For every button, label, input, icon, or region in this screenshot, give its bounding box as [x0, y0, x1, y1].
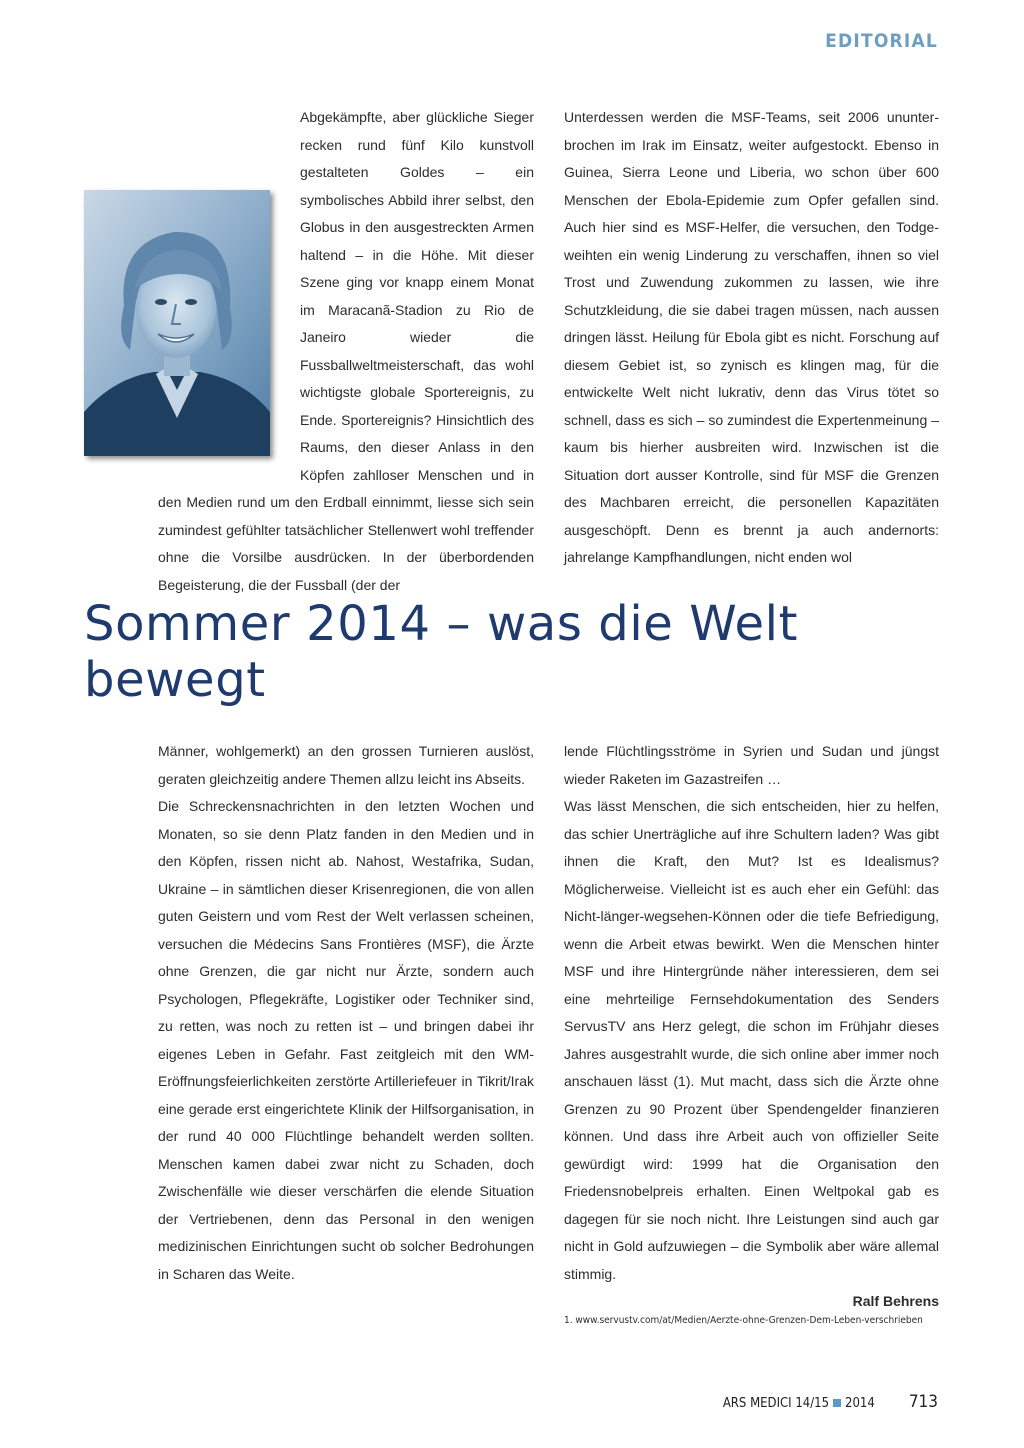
article-column-bottom-right	[564, 738, 939, 1328]
paragraph: Die Schreckensnachrichten in den letzten Wochen und Monaten, so sie denn Platz fanden in den Medien und in den Köpfen, rissen nicht ab. Nahost, Westafrika, Sudan, Ukraine – in sämtlichen dieser Krisenregionen, die von allen guten Geistern und vom Rest der Welt verlassen scheinen, versuchen die Médecins Sans Frontières (MSF), die Ärzte ohne Grenzen, die gar nicht nur Ärzte, sondern auch Psychologen, Pflegekräfte, Logistiker oder Techniker sind, zu retten, was noch zu retten ist – und bringen dabei ihr eigenes Leben in Gefahr. Fast zeitgleich mit den WM-Eröffnungsfeierlichkeiten zerstörte Artilleriefeuer in Tikrit/Irak eine gerade erst eingerichtete Klinik der Hilfsorganisation, in der rund 40 000 Flüchtlinge behandelt werden sollten. Menschen kamen dabei zwar nicht zu Schaden, doch Zwischenfälle wie dieser verschärfen die elende Situation der Vertriebenen, denn das Personal in den wenigen medizinischen Einrichtungen sucht ob solcher Bedrohungen in Scharen das Weite.	[158, 798, 534, 1282]
article-column-top-left	[158, 104, 534, 599]
article-column-bottom-left	[158, 738, 534, 1288]
paragraph: Männer, wohlgemerkt) an den grossen Turnieren auslöst, geraten gleichzeitig andere Themen allzu leicht ins Abseits.	[158, 743, 534, 787]
paragraph: lende Flüchtlingsströme in Syrien und Sudan und jüngst wieder Raketen im Gazastreifen …	[564, 743, 939, 787]
paragraph: Abgekämpfte, aber glückliche Sieger recken rund fünf Kilo kunstvoll gestalteten Goldes – ein symbolisches Abbild ihrer selbst, den Globus in den ausgestreckten Armen haltend – in die Höhe. Mit dieser Szene ging vor knapp einem Monat im Maracanã-Stadion zu Rio de Janeiro wieder die Fussballweltmeisterschaft, das wohl wichtigste globale Sportereignis, zu Ende. Sportereignis? Hinsichtlich des Raums, den dieser Anlass in den Köpfen zahlloser Menschen und in den Medien rund um den Erdball einnimmt, liesse sich sein zumindest gefühlter tatsächlicher Stellenwert wohl treffender ohne die Vorsilbe ausdrücken. In der überbordenden Begeisterung, die der Fussball (der der	[158, 109, 534, 593]
journal-year: 2014	[845, 1396, 875, 1411]
paragraph: Was lässt Menschen, die sich entscheiden, hier zu helfen, das schier Unerträgliche auf ihre Schultern laden? Was gibt ihnen die Kraft, den Mut? Ist es Idealismus? Möglicherweise. Vielleicht ist es auch eher ein Gefühl: das Nicht-länger-wegsehen-Können oder die tiefe Befriedigung, wenn die Arbeit etwas bewirkt. Wen die Menschen hinter MSF und ihre Hintergründe näher interessieren, dem sei eine mehrteilige Fernsehdokumentation des Senders ServusTV ans Herz gelegt, die schon im Frühjahr dieses Jahres ausgestrahlt wurde, die sich online aber immer noch anschauen lässt (1). Mut macht, dass sich die Ärzte ohne Grenzen zu 90 Prozent über Spendengelder finanzieren können. Und dass ihre Arbeit auch von offizieller Seite gewürdigt wird: 1999 hat die Organisation den Friedensnobelpreis erhalten. Einen Weltpokal gab es dagegen für sie noch nicht. Ihre Leistungen sind auch gar nicht in Gold aufzuwiegen – die Symbolik aber wäre allemal stimmig.	[564, 798, 939, 1282]
headline: Sommer 2014 – was die Welt bewegt	[84, 596, 799, 708]
page-number: 713	[908, 1392, 938, 1412]
square-icon	[833, 1399, 841, 1407]
photo-wrap-space	[156, 104, 296, 486]
section-label: EDITORIAL	[825, 30, 938, 52]
paragraph: Unterdessen werden die MSF-Teams, seit 2006 ununterbrochen im Irak im Einsatz, weiter aufgestockt. Ebenso in Guinea, Sierra Leone und Liberia, wo schon über 600 Menschen der Ebola-Epidemie zum Opfer gefallen sind. Auch hier sind es MSF-Helfer, die versuchen, den Todgeweihten ein wenig Linderung zu verschaffen, ihnen so viel Trost und Zuwendung zukommen zu lassen, wie ihre Schutzkleidung, die sie dabei tragen müssen, nach aussen dringen lässt. Heilung für Ebola gibt es nicht. Forschung auf diesem Gebiet ist, so zynisch es klingen mag, für die entwickelte Welt nicht lukrativ, denn das Virus tötet so schnell, dass es sich – so zumindest die Expertenmeinung – kaum bis hierher ausbreiten wird. Inzwischen ist die Situation dort ausser Kontrolle, sind für MSF die Grenzen des Machbaren erreicht, die personellen Kapazitäten ausgeschöpft. Denn es brennt ja auch andernorts: jahrelange Kampfhandlungen, nicht enden wol	[564, 109, 939, 565]
footnote-link[interactable]: 1. www.servustv.com/at/Medien/Aerzte-ohne-Grenzen-Dem-Leben-verschrieben	[564, 1315, 923, 1326]
page-footer	[723, 1392, 938, 1412]
journal-name: ARS MEDICI 14/15	[722, 1396, 830, 1411]
article-column-top-right	[564, 104, 939, 572]
author-name: Ralf Behrens	[852, 1293, 939, 1309]
